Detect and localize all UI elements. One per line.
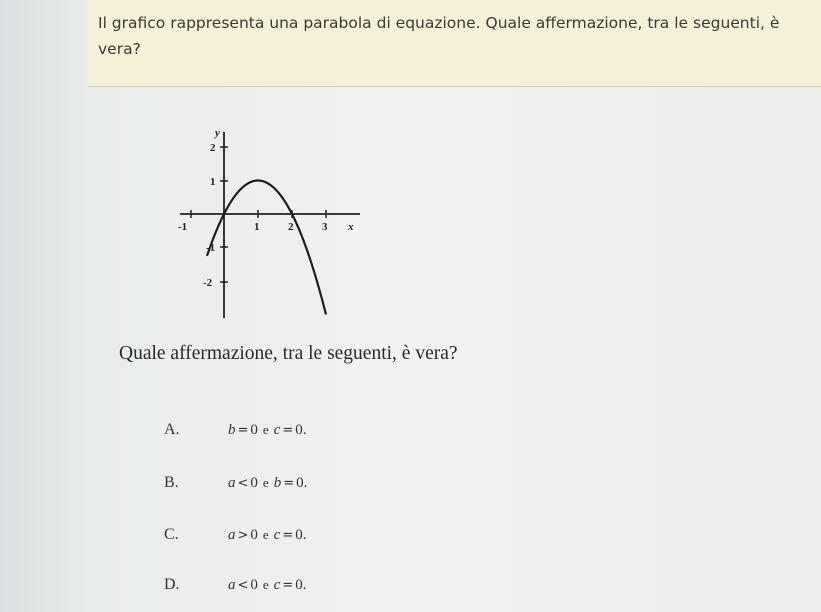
math-operator: < <box>237 476 249 491</box>
math-operator: = <box>237 423 249 438</box>
option-letter: A. <box>164 421 180 438</box>
math-value: 0 <box>250 422 258 438</box>
math-value: 0 <box>250 527 258 543</box>
math-value: 0 <box>296 475 304 491</box>
math-value: 0 <box>295 422 303 438</box>
y-tick-label: -1 <box>206 242 216 254</box>
x-tick-label: -1 <box>178 221 188 233</box>
math-operator: = <box>283 476 295 491</box>
math-var: a <box>228 475 236 491</box>
conjunction: e <box>262 527 269 542</box>
option-statement <box>228 475 307 492</box>
math-var: a <box>228 577 236 593</box>
conjunction: e <box>262 422 269 437</box>
prompt-text: Il grafico rappresenta una parabola di equazione. Quale affermazione, tra le seguenti, è vera? <box>98 14 780 58</box>
option-letter: C. <box>164 526 179 543</box>
math-value: 0 <box>250 577 258 593</box>
option-statement <box>228 577 307 594</box>
option-letter: B. <box>164 474 179 491</box>
math-var: a <box>228 527 236 543</box>
option-statement <box>228 422 307 439</box>
math-var: c <box>273 527 281 543</box>
question-text: Quale affermazione, tra le seguenti, è vera? <box>119 343 458 364</box>
math-operator: = <box>282 578 294 593</box>
parabola-graph <box>172 122 372 318</box>
math-operator: < <box>237 578 249 593</box>
math-var: b <box>228 422 236 438</box>
math-operator: > <box>237 528 249 543</box>
math-var: c <box>273 577 281 593</box>
x-axis-label: x <box>348 221 354 233</box>
math-var: c <box>273 422 281 438</box>
math-operator: = <box>282 528 294 543</box>
y-axis-label: y <box>215 127 220 139</box>
conjunction: e <box>262 577 269 592</box>
y-tick-label: -2 <box>203 277 213 289</box>
period: . <box>303 475 308 491</box>
math-value: 0 <box>295 577 303 593</box>
period: . <box>302 577 307 593</box>
math-value: 0 <box>250 475 258 491</box>
option-statement <box>228 527 307 544</box>
math-operator: = <box>282 423 294 438</box>
period: . <box>302 422 307 438</box>
y-tick-label: 2 <box>210 142 216 154</box>
math-var: b <box>273 475 282 491</box>
period: . <box>302 527 307 543</box>
option-letter: D. <box>164 576 180 593</box>
conjunction: e <box>262 475 269 490</box>
x-tick-label: 1 <box>254 221 260 233</box>
x-tick-label: 3 <box>322 221 328 233</box>
y-tick-label: 1 <box>210 176 216 188</box>
math-value: 0 <box>295 527 303 543</box>
x-tick-label: 2 <box>288 221 294 233</box>
